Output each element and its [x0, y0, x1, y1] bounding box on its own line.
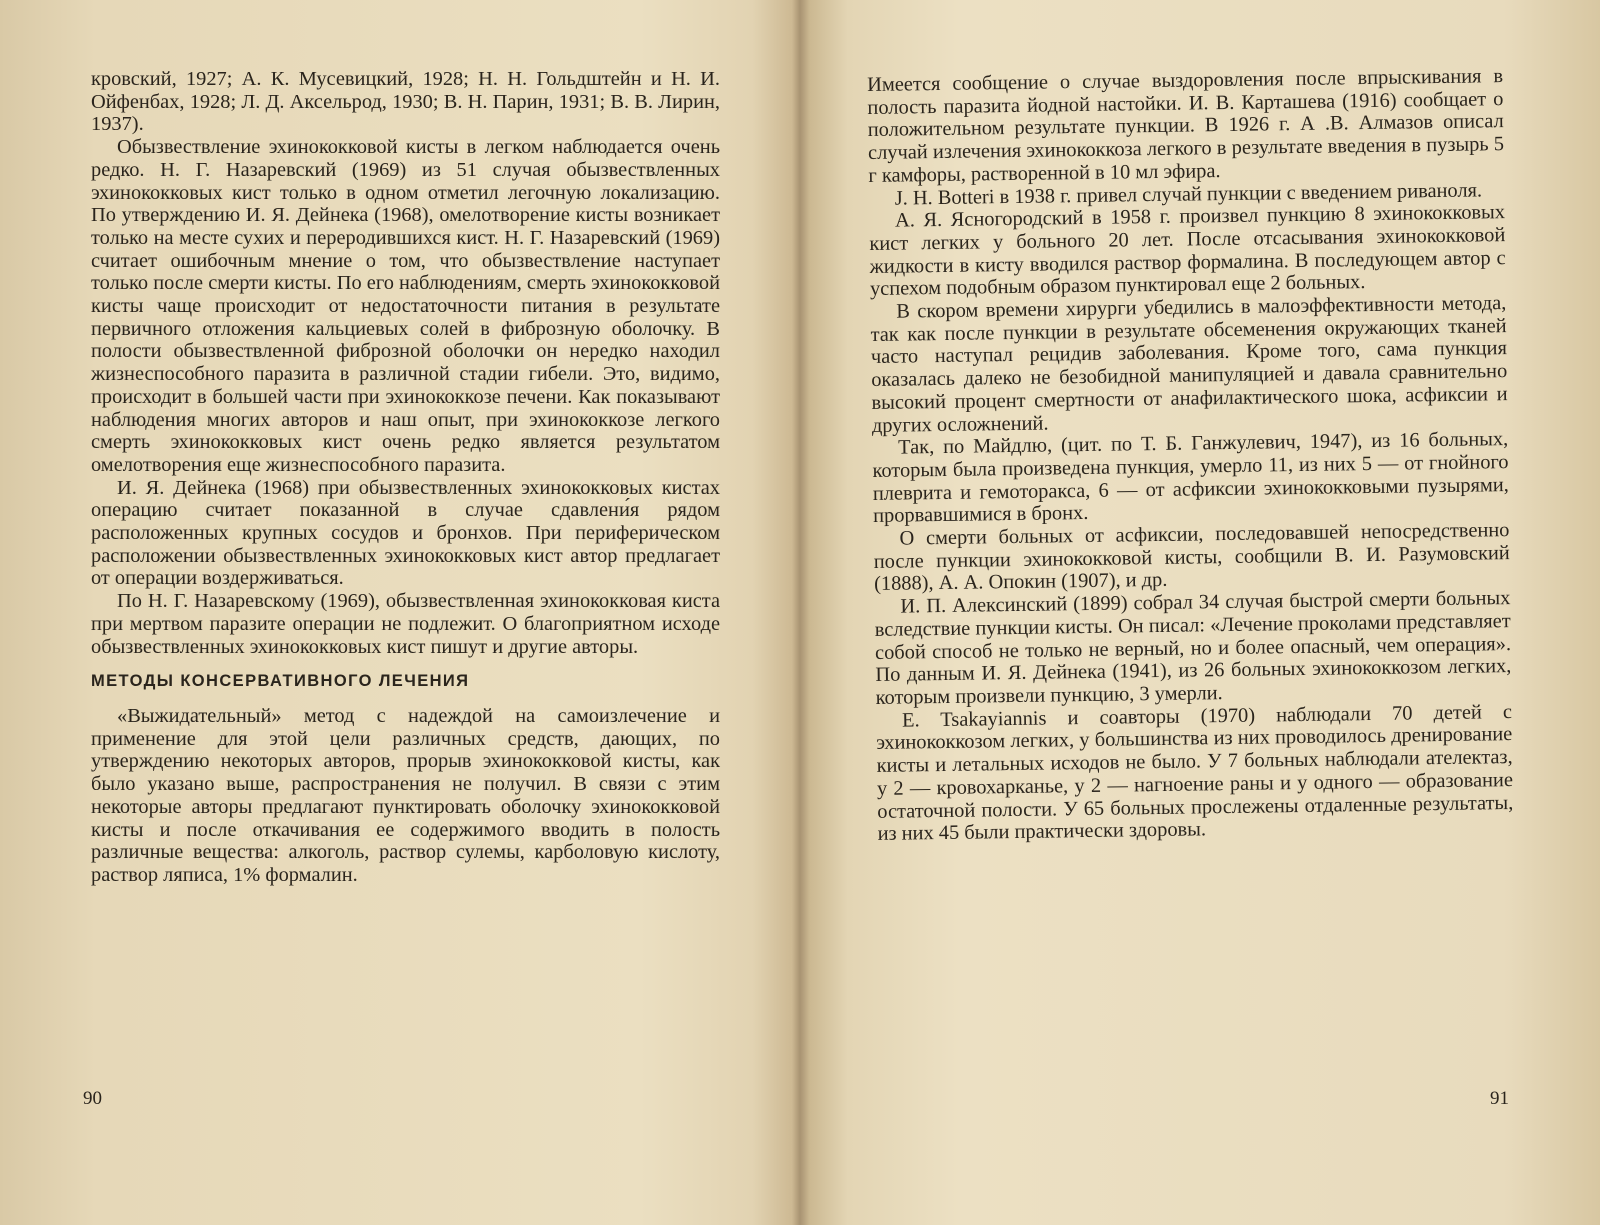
right-text-column — [867, 65, 1514, 846]
paragraph: Имеется сообщение о случае выздоровления после впрыскивания в полость паразита йодной настойки. И. В. Карташева (1916) сообщает о положительном результате пункции. В 1926 г. А .В. Алмазов описал случай излечения эхинококкоза легкого в результате введения в пузырь 5 г камфоры, растворенной в 10 мл эфира. — [867, 65, 1505, 187]
page-number: 90 — [83, 1088, 102, 1109]
paragraph: По Н. Г. Назаревскому (1969), обызвествленная эхинококковая киста при мертвом паразите операции не подлежит. О благоприятном исходе обызвествленных эхинококковых кист пишут и другие авторы. — [91, 590, 720, 658]
paragraph: Обызвествление эхинококковой кисты в легком наблюдается очень редко. Н. Г. Назаревский (1969) из 51 случая обызвествленных эхинококковых кист только в одном отметил легочную локализацию. По утверждению И. Я. Дейнека (1968), омелотворение кисты возникает только на месте сухих и переродившихся кист. Н. Г. Назаревский (1969) считает ошибочным мнение о том, что обызвествление наступает только после смерти кисты. По его наблюдениям, смерть эхинококковой кисты чаще происходит от недостаточности питания в результате первичного отложения кальциевых солей в фиброзную оболочку. В полости обызвествленной фиброзной оболочки он нередко находил жизнеспособного паразита в различной стадии гибели. Это, видимо, происходит в большей части при эхинококкозе печени. Как показывают наблюдения многих авторов и наш опыт, при эхинококкозе легкого смерть эхинококковых кист очень редко является результатом омелотворения еще жизнеспособного паразита. — [91, 136, 720, 476]
paragraph: И. П. Алексинский (1899) собрал 34 случая быстрой смерти больных вследствие пункции кисты. Он писал: «Лечение проколами представляет собой способ не только не верный, но и более опасный, чем операция». По данным И. Я. Дейнека (1941), из 26 больных эхинококкозом легких, которым произвели пункцию, 3 умерли. — [874, 587, 1512, 709]
paragraph: Так, по Майдлю, (цит. по Т. Б. Ганжулевич, 1947), из 16 больных, которым была произведена пункция, умерло 11, из них 5 — от гнойного плеврита и гемоторакса, 6 — от асфиксии эхинококковыми пузырями, прорвавшимися в бронх. — [872, 428, 1509, 528]
section-heading: МЕТОДЫ КОНСЕРВАТИВНОГО ЛЕЧЕНИЯ — [91, 672, 470, 691]
left-text-column — [91, 68, 720, 887]
paragraph: «Выжидательный» метод с надеждой на самоизлечение и применение для этой цели различных средств, дающих, по утверждению некоторых авторов, прорыв эхинококковой кисты, как было указано выше, распространения не получил. В связи с этим некоторые авторы предлагают пунктировать оболочку эхинококковой кисты и после откачивания ее содержимого вводить в полость различные вещества: алкоголь, раствор сулемы, карболовую кислоту, раствор ляписа, 1% формалин. — [91, 704, 720, 886]
paragraph: И. Я. Дейнека (1968) при обызвествленных эхинококковых кистах операцию считает показанной в случае сдавлени́я рядом расположенных крупных сосудов и бронхов. При периферическом расположении обызвествленных эхинококковых кист автор предлагает от операции воздерживаться. — [91, 476, 720, 590]
page-number: 91 — [1490, 1088, 1509, 1109]
paragraph: В скором времени хирурги убедились в малоэффективности метода, так как после пункции в результате обсеменения окружающих тканей часто наступал рецидив заболевания. Кроме того, сама пункция оказалась далеко не безобидной манипуляцией и давала сравнительно высокий процент смертности от анафилактического шока, асфиксии и других осложнений. — [870, 292, 1508, 437]
right-page — [800, 0, 1600, 1225]
paragraph: кровский, 1927; А. К. Мусевицкий, 1928; Н. Н. Гольдштейн и Н. И. Ойфенбах, 1928; Л. Д. Аксельрод, 1930; В. Н. Парин, 1931; В. В. Лирин, 1937). — [91, 68, 720, 136]
paragraph: J. H. Botteri в 1938 г. привел случай пункции с введением риваноля. — [894, 178, 1483, 210]
paragraph: О смерти больных от асфиксии, последовавшей непосредственно после пункции эхинококковой кисты, сообщили В. И. Разумовский (1888), А. А. Опокин (1907), и др. — [873, 519, 1510, 596]
paragraph: А. Я. Ясногородский в 1958 г. произвел пункцию 8 эхинококковых кист легких у больного 20 лет. После отсасывания эхинококковой жидкости в кисту вводился раствор формалина. В последующем автор с успехом подобным образом пунктировал еще 2 больных. — [869, 201, 1506, 301]
paragraph: E. Tsakayiannis и соавторы (1970) наблюдали 70 детей с эхинококкозом легких, у большинства из них проводилось дренирование кисты и летальных исходов не было. У 7 больных наблюдали ателектаз, у 2 — кровохарканье, у 2 — нагноение раны и у одного — образование остаточной полости. У 65 больных прослежены отдаленные результаты, из них 45 были практически здоровы. — [876, 700, 1514, 846]
